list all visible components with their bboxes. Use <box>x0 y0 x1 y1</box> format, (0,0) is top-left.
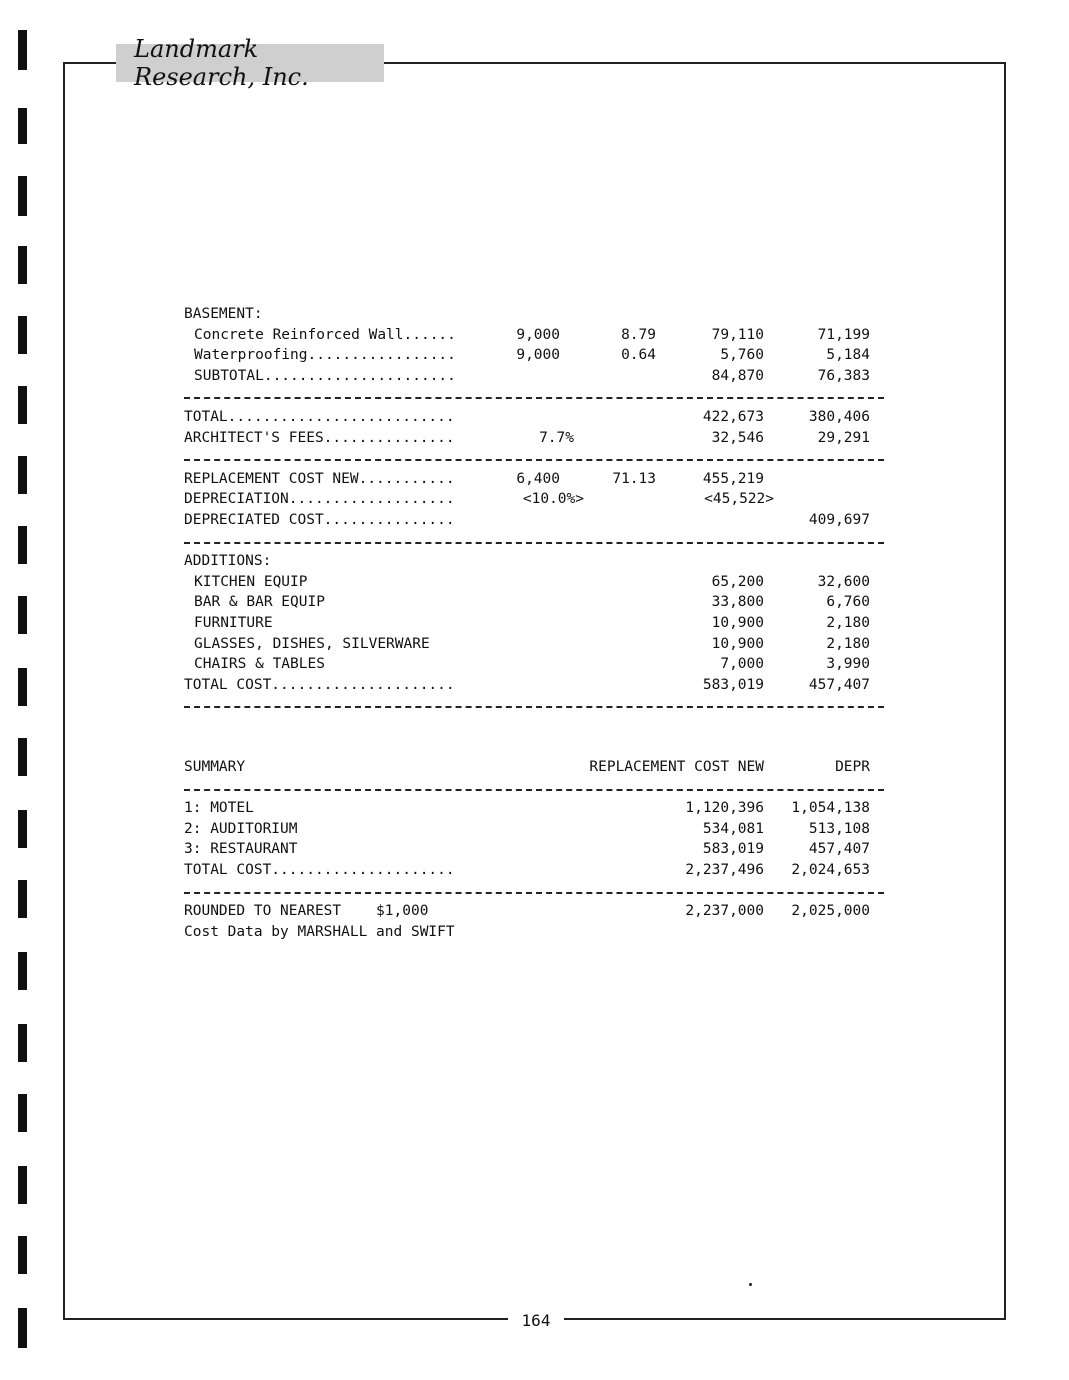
rcn-cell: 534,081 <box>702 820 764 837</box>
row-label: CHAIRS & TABLES <box>194 656 325 673</box>
depr-cell: 5,184 <box>826 347 870 364</box>
depr-cell: 29,291 <box>817 429 870 446</box>
row-label: Concrete Reinforced Wall...... <box>194 326 456 343</box>
rcn-cell: 65,200 <box>711 573 764 590</box>
dashed-divider <box>184 533 884 554</box>
dashed-divider <box>184 450 884 471</box>
binder-hole-mark <box>18 1094 27 1132</box>
binder-hole-mark <box>18 738 27 776</box>
depr-cell: 2,024,653 <box>791 862 870 879</box>
binder-hole-mark <box>18 456 27 494</box>
scan-speck <box>749 1283 752 1286</box>
binder-hole-mark <box>18 1166 27 1204</box>
depr-cell: 457,407 <box>808 676 870 693</box>
depr-cell: 1,054,138 <box>791 800 870 817</box>
table-row <box>184 430 884 451</box>
qty-cell: 6,400 <box>516 470 560 487</box>
depr-cell: 513,108 <box>808 820 870 837</box>
page-number: 164 <box>508 1307 564 1335</box>
rcn-cell: <45,522> <box>704 491 774 508</box>
rcn-cell: 7,000 <box>720 656 764 673</box>
additions-heading: ADDITIONS: <box>184 553 272 570</box>
rate-cell: 0.64 <box>621 347 656 364</box>
rcn-cell: 5,760 <box>720 347 764 364</box>
rcn-cell: 79,110 <box>711 326 764 343</box>
column-header-depr: DEPR <box>835 759 870 776</box>
depr-cell: 32,600 <box>817 573 870 590</box>
rcn-cell: 583,019 <box>702 676 764 693</box>
table-row <box>184 615 884 636</box>
qty-cell: <10.0%> <box>522 491 584 508</box>
rate-cell: 71.13 <box>612 470 656 487</box>
row-label: TOTAL COST..................... <box>184 676 455 693</box>
row-label: REPLACEMENT COST NEW........... <box>184 470 455 487</box>
summary-header-row <box>184 759 884 780</box>
binder-hole-mark <box>18 668 27 706</box>
row-label: DEPRECIATION................... <box>184 491 455 508</box>
rcn-cell: 10,900 <box>711 635 764 652</box>
section-heading <box>184 306 884 327</box>
row-label: FURNITURE <box>194 614 273 631</box>
binder-hole-mark <box>18 810 27 848</box>
dashed-divider <box>184 780 884 801</box>
row-label: TOTAL COST..................... <box>184 862 455 879</box>
binder-hole-mark <box>18 1236 27 1274</box>
depr-cell: 76,383 <box>817 367 870 384</box>
source-text: Cost Data by MARSHALL and SWIFT <box>184 923 455 940</box>
binder-hole-mark <box>18 1308 27 1348</box>
depr-cell: 380,406 <box>808 408 870 425</box>
binder-hole-mark <box>18 246 27 284</box>
table-row <box>184 574 884 595</box>
rcn-cell: 32,546 <box>711 429 764 446</box>
rcn-cell: 455,219 <box>702 470 764 487</box>
table-row <box>184 368 884 389</box>
depr-cell: 3,990 <box>826 656 870 673</box>
column-header-rcn: REPLACEMENT COST NEW <box>589 759 764 776</box>
qty-cell: 7.7% <box>539 429 574 446</box>
binder-hole-mark <box>18 952 27 990</box>
table-row <box>184 347 884 368</box>
binder-hole-mark <box>18 526 27 564</box>
table-row <box>184 491 884 512</box>
table-row <box>184 903 884 924</box>
dashed-divider <box>184 883 884 904</box>
table-row <box>184 677 884 698</box>
binder-hole-mark <box>18 30 27 70</box>
rcn-cell: 422,673 <box>702 408 764 425</box>
source-note <box>184 924 884 945</box>
binder-hole-mark <box>18 880 27 918</box>
rcn-cell: 2,237,000 <box>685 903 764 920</box>
binder-hole-mark <box>18 386 27 424</box>
rcn-cell: 84,870 <box>711 367 764 384</box>
row-label: 1: MOTEL <box>184 800 254 817</box>
table-row <box>184 409 884 430</box>
table-row <box>184 327 884 348</box>
row-label: 3: RESTAURANT <box>184 841 298 858</box>
binder-hole-mark <box>18 596 27 634</box>
dashed-divider <box>184 388 884 409</box>
depr-cell: 71,199 <box>817 326 870 343</box>
row-label: KITCHEN EQUIP <box>194 573 308 590</box>
qty-cell: 9,000 <box>516 326 560 343</box>
table-row <box>184 636 884 657</box>
row-label: SUBTOTAL...................... <box>194 367 456 384</box>
depr-cell: 409,697 <box>808 511 870 528</box>
depr-cell: 2,025,000 <box>791 903 870 920</box>
summary-heading: SUMMARY <box>184 759 246 776</box>
table-row <box>184 841 884 862</box>
binder-hole-mark <box>18 316 27 354</box>
rcn-cell: 10,900 <box>711 614 764 631</box>
row-label: DEPRECIATED COST............... <box>184 511 455 528</box>
binder-hole-mark <box>18 1024 27 1062</box>
row-label: TOTAL.......................... <box>184 408 455 425</box>
rcn-cell: 1,120,396 <box>685 800 764 817</box>
row-label: GLASSES, DISHES, SILVERWARE <box>194 635 430 652</box>
dashed-divider <box>184 697 884 718</box>
depr-cell: 2,180 <box>826 635 870 652</box>
table-row <box>184 471 884 492</box>
row-label: Waterproofing................. <box>194 347 456 364</box>
row-label: ROUNDED TO NEAREST $1,000 <box>184 903 429 920</box>
row-label: BAR & BAR EQUIP <box>194 594 325 611</box>
qty-cell: 9,000 <box>516 347 560 364</box>
cost-table <box>184 306 884 944</box>
rcn-cell: 2,237,496 <box>685 862 764 879</box>
binder-hole-mark <box>18 176 27 216</box>
table-row <box>184 821 884 842</box>
table-row <box>184 594 884 615</box>
table-row <box>184 800 884 821</box>
rcn-cell: 33,800 <box>711 594 764 611</box>
depr-cell: 457,407 <box>808 841 870 858</box>
company-logo: Landmark Research, Inc. <box>116 44 384 82</box>
row-label: 2: AUDITORIUM <box>184 820 298 837</box>
table-row <box>184 862 884 883</box>
basement-heading: BASEMENT: <box>184 306 263 322</box>
section-heading <box>184 553 884 574</box>
binder-hole-mark <box>18 108 27 144</box>
depr-cell: 2,180 <box>826 614 870 631</box>
table-row <box>184 512 884 533</box>
rate-cell: 8.79 <box>621 326 656 343</box>
rcn-cell: 583,019 <box>702 841 764 858</box>
depr-cell: 6,760 <box>826 594 870 611</box>
table-row <box>184 656 884 677</box>
row-label: ARCHITECT'S FEES............... <box>184 429 455 446</box>
